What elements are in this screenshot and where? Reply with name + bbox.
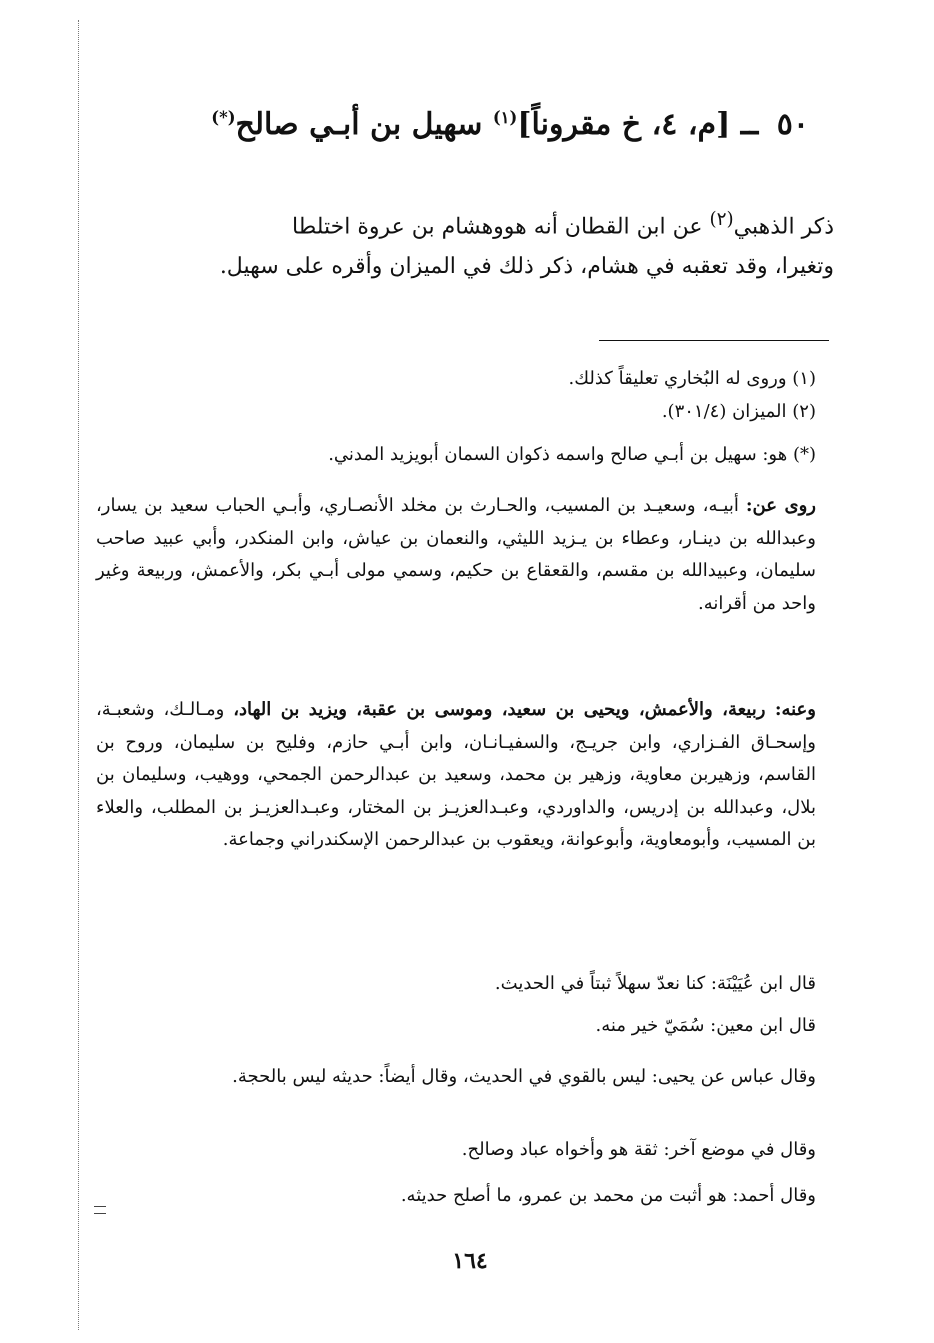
entry-name: سهيل بن أبـي صالح [235, 107, 483, 142]
scan-gutter-line [78, 20, 79, 1330]
entry-dash: ــ [740, 107, 759, 142]
intro-text-b: عن ابن القطان أنه هووهشام بن عروة اختلطا [291, 214, 710, 240]
footnote-separator [599, 340, 829, 341]
quote-other-place: وقال في موضع آخر: ثقة هو وأخواه عباد وصالح. [461, 1139, 816, 1160]
narrated-by-label: وعنه: [774, 699, 816, 720]
narrated-from-text: أبيـه، وسعيـد بن المسيب، والحـارث بن مخلد الأنصـاري، وأبـي الحباب سعيد بن يسار، وعبدالله بن دينـار، وعطاء بن يـزيد الليثي، والنعمان بن عياش، وابن المنكدر، وأبي عبيد صاحب سليمان، وعبيدالله بن مقسم، والقعقاع بن حكيم، وسمي مولى أبـي بكر، والأعمش، وربيعة وغير واحد من أقرانه. [96, 495, 816, 614]
page-number: ١٦٤ [452, 1248, 488, 1274]
quote-ibn-main: قال ابن معين: سُمَيّ خير منه. [595, 1015, 816, 1036]
narrated-by-paragraph [96, 694, 816, 857]
intro-paragraph [100, 200, 834, 287]
quote-ahmad: وقال أحمد: هو أثبت من محمد بن عمرو، ما أصلح حديثه. [400, 1185, 816, 1206]
quote-abbas: وقال عباس عن يحيى: ليس بالقوي في الحديث، وقال أيضاً: حديثه ليس بالحجة. [232, 1066, 816, 1087]
narrated-from-paragraph [96, 490, 816, 620]
intro-line-1 [100, 200, 834, 247]
narrated-from-label: روى عن: [745, 495, 816, 516]
quote-ibn-uyayna: قال ابن عُيَيْنَة: كنا نعدّ سهلاً ثبتاً في الحديث. [494, 973, 816, 994]
entry-number: ٥٠ [776, 107, 809, 142]
footnote-star: (*) هو: سهيل بن أبـي صالح واسمه ذكوان السمان أبويزيد المدني. [328, 444, 816, 465]
name-note-ref: (*) [211, 108, 236, 127]
sigla-note-ref: (١) [492, 108, 518, 127]
footnote-2: (٢) الميزان (٣٠١/٤). [661, 401, 816, 422]
footnote-1: (١) وروى له البُخاري تعليقاً كذلك. [568, 368, 816, 389]
intro-note-ref: (٢) [709, 209, 734, 230]
narrated-by-bold-text: ربيعة، والأعمش، ويحيى بن سعيد، وموسى بن عقبة، ويزيد بن الهاد، [233, 699, 775, 720]
entry-heading [120, 96, 809, 147]
narrated-by-text: ومـالـك، وشعبـة، وإسحـاق الفـزاري، وابن جريـج، والسفيـانـان، وابن أبـي حازم، وفليح بن سليمان، وروح بن القاسم، وزهيربن معاوية، وزهير بن محمد، وسعيد بن عبدالرحمن الجمحي، ووهيب، وسليمان بن بلال، وعبدالله بن إدريس، والداوردي، وعبـدالعزيـز بن المختار، وعبـدالعزيـز بن المطلب، والعلاء بن المسيب، وأبومعاوية، وأبوعوانة، ويعقوب بن عبدالرحمن الإسكندراني وجماعة. [96, 699, 816, 850]
entry-sigla: [م، ٤، خ مقروناً] [517, 107, 731, 142]
intro-text-a: ذكر الذهبي [733, 214, 834, 240]
intro-line-2: وتغيرا، وقد تعقبه في هشام، ذكر ذلك في الميزان وأقره على سهيل. [219, 254, 834, 280]
